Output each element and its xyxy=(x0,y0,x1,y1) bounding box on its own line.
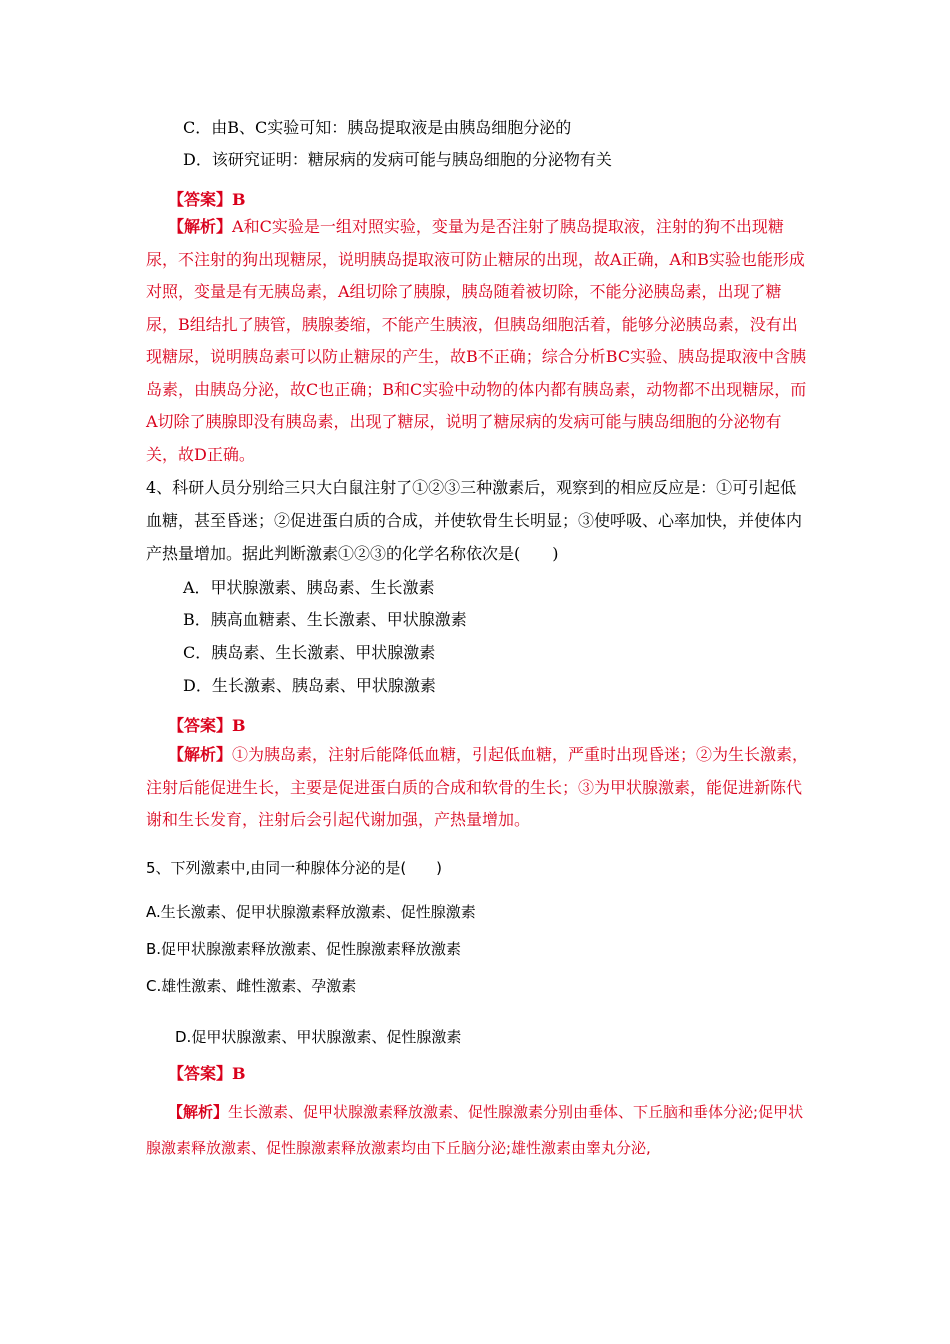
q5-analysis-text: 生长激素、促甲状腺激素释放激素、促性腺激素分别由垂体、下丘脑和垂体分泌;促甲状腺激素释放激素、促性腺激素释放激素均由下丘脑分泌;雄性激素由睾丸分泌, xyxy=(146,1103,804,1157)
q5-option-c: C.雄性激素、雌性激素、孕激素 xyxy=(146,977,357,995)
q4-analysis-label: 【解析】 xyxy=(168,745,233,764)
q5-analysis-label: 【解析】 xyxy=(168,1103,229,1121)
q4-stem: 4、科研人员分别给三只大白鼠注射了①②③三种激素后，观察到的相应反应是：①可引起低血糖，甚至昏迷；②促进蛋白质的合成，并使软骨生长明显；③使呼吸、心率加快，并使体内产热量增加。据此判断激素①②③的化学名称依次是( ) xyxy=(146,478,803,563)
q3-answer: 【答案】B xyxy=(168,190,246,209)
q5-stem: 5、下列激素中,由同一种腺体分泌的是( ) xyxy=(146,859,443,877)
q4-answer: 【答案】B xyxy=(168,716,246,735)
q5-option-b: B.促甲状腺激素释放激素、促性腺激素释放激素 xyxy=(146,940,462,958)
q3-analysis-text: A和C实验是一组对照实验，变量为是否注射了胰岛提取液，注射的狗不出现糖尿，不注射的狗出现糖尿，说明胰岛提取液可防止糖尿的出现，故A正确，A和B实验也能形成对照，变量是有无胰岛素，A组切除了胰腺，胰岛随着被切除，不能分泌胰岛素，出现了糖尿，B组结扎了胰管，胰腺萎缩，不能产生胰液，但胰岛细胞活着，能够分泌胰岛素，没有出现糖尿，说明胰岛素可以防止糖尿的产生，故B不正确；综合分析BC实验、胰岛提取液中含胰岛素，由胰岛分泌，故C也正确；B和C实验中动物的体内都有胰岛素，动物都不出现糖尿，而A切除了胰腺即没有胰岛素，出现了糖尿，说明了糖尿病的发病可能与胰岛细胞的分泌物有关，故D正确。 xyxy=(146,217,807,464)
q4-option-b: B．胰高血糖素、生长激素、甲状腺激素 xyxy=(183,610,467,629)
q4-analysis xyxy=(146,739,810,837)
q5-option-a: A.生长激素、促甲状腺激素释放激素、促性腺激素 xyxy=(146,903,476,921)
q5-option-d: D.促甲状腺激素、甲状腺激素、促性腺激素 xyxy=(175,1028,462,1046)
q4-option-c: C．胰岛素、生长激素、甲状腺激素 xyxy=(183,643,436,662)
q5-answer: 【答案】B xyxy=(168,1064,246,1083)
q4-option-d: D．生长激素、胰岛素、甲状腺激素 xyxy=(183,676,436,695)
q3-analysis xyxy=(146,211,810,471)
q4-analysis-text: ①为胰岛素，注射后能降低血糖，引起低血糖，严重时出现昏迷；②为生长激素，注射后能促进生长，主要是促进蛋白质的合成和软骨的生长；③为甲状腺激素，能促进新陈代谢和生长发育，注射后会引起代谢加强，产热量增加。 xyxy=(146,745,809,829)
q4-option-a: A．甲状腺激素、胰岛素、生长激素 xyxy=(183,578,435,597)
q5-analysis xyxy=(146,1094,806,1166)
q3-option-c: C．由B、C实验可知：胰岛提取液是由胰岛细胞分泌的 xyxy=(183,118,572,137)
q3-analysis-label: 【解析】 xyxy=(168,217,233,236)
q3-option-d: D．该研究证明：糖尿病的发病可能与胰岛细胞的分泌物有关 xyxy=(183,150,612,169)
